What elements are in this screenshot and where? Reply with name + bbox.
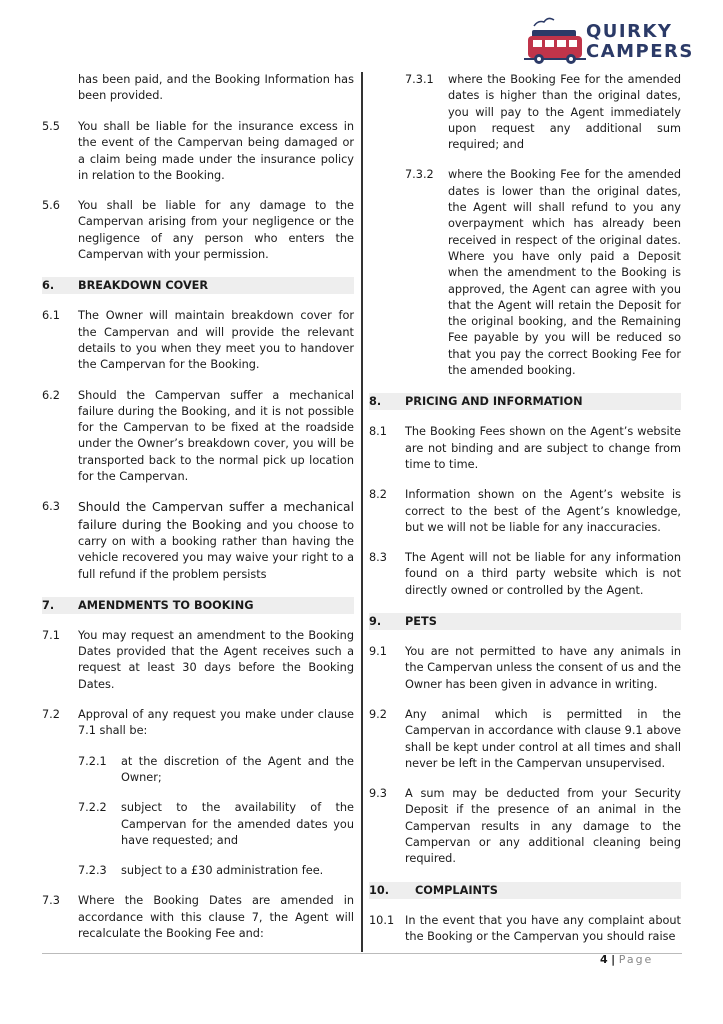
clause-text: subject to a £30 administration fee. [121,864,324,878]
clause-8-1 [369,424,681,473]
clause-text: The Owner will maintain breakdown cover for the Campervan and will provide the relevant details to you when they meet you to handover the Campervan for the Booking. [78,309,354,372]
page-footer [600,953,653,966]
clause-continuation [42,72,354,105]
clause-number: 7.2.1 [78,754,107,768]
logo-line-2: CAMPERS [586,41,694,62]
section-heading-8 [369,393,681,410]
clause-6-2 [42,388,354,486]
logo-wordmark [586,22,694,62]
clause-8-2 [369,487,681,536]
clause-text: You may request an amendment to the Booking Dates provided that the Agent receives such a request at least 30 days before the Booking Dates. [78,628,354,691]
clause-7-2 [42,707,354,740]
clause-number: 8.2 [369,488,387,502]
page-number: 4 [600,953,608,966]
clause-number: 8.1 [369,425,387,439]
right-column [369,72,681,945]
clause-number: 7.3 [42,894,60,908]
clause-9-1 [369,644,681,693]
clause-7-2-3 [42,863,354,879]
clause-9-3 [369,786,681,867]
clause-7-3-1 [369,72,681,153]
clause-text-emphasis: Should the Campervan suffer a mechanical failure during the Booking [78,500,354,532]
clause-text: subject to the availability of the Campervan for the amended dates you have requested; and [121,801,354,847]
clause-9-2 [369,707,681,772]
clause-number: 7.1 [42,628,60,642]
clause-number: 6.2 [42,388,60,402]
clause-10-1 [369,913,681,945]
clause-text: You are not permitted to have any animals in the Campervan unless the consent of us and the Owner has been given in advance in writing. [405,645,681,691]
clause-number: 9.2 [369,707,387,721]
clause-7-1 [42,628,354,693]
clause-number: 5.5 [42,120,60,133]
clause-7-2-1 [42,754,354,787]
section-heading-9 [369,613,681,630]
clause-number: 8.3 [369,551,387,565]
clause-number: 7.2 [42,708,60,722]
clause-text: You shall be liable for any damage to the Campervan arising from your negligence or the negligence of any person who enters the Campervan with your permission. [78,199,354,262]
section-title: PRICING AND INFORMATION [405,395,583,409]
clause-number: 7.2.2 [78,801,107,815]
section-heading-10 [369,882,681,899]
clause-number: 10.1 [369,913,395,927]
clause-text: Should the Campervan suffer a mechanical failure during the Booking, and it is not possible for the Campervan to be fixed at the roadside under the Owner’s breakdown cover, you will be transported back to the normal pick up location for the Campervan. [78,388,354,484]
clause-6-3 [42,499,354,582]
section-title: AMENDMENTS TO BOOKING [78,598,254,612]
clause-text: A sum may be deducted from your Security Deposit if the presence of an animal in the Campervan results in any damage to the Campervan or any additional cleaning being required. [405,787,681,866]
section-number: 8. [369,395,382,409]
clause-text: You shall be liable for the insurance excess in the event of the Campervan being damaged or a claim being made under the insurance policy in relation to the Booking. [78,120,354,182]
left-column [42,72,354,942]
clause-7-3 [42,893,354,942]
clause-number: 6.1 [42,309,60,323]
clause-text: and you choose to carry on with a booking rather than having the vehicle recovered you may waive your right to a full refund if the problem persists [78,518,354,581]
footer-rule [42,953,682,954]
clause-number: 9.1 [369,645,387,659]
clause-text: Approval of any request you make under clause 7.1 shall be: [78,708,354,738]
clause-text: Where the Booking Dates are amended in accordance with this clause 7, the Agent will recalculate the Booking Fee and: [78,894,354,940]
clause-number: 5.6 [42,199,60,213]
clause-number: 7.2.3 [78,864,107,878]
section-heading-7 [42,597,354,614]
clause-number: 6.3 [42,500,60,514]
clause-text: Information shown on the Agent’s website is correct to the best of the Agent’s knowledge, but we will not be liable for any inaccuracies. [405,488,681,534]
clause-number: 9.3 [369,787,387,801]
clause-5-6 [42,198,354,263]
section-heading-6 [42,277,354,294]
clause-text: The Agent will not be liable for any information found on a third party website which is not directly owned or controlled by the Agent. [405,551,681,597]
clause-text: has been paid, and the Booking Information has been provided. [78,73,354,103]
clause-7-2-2 [42,800,354,849]
clause-text: at the discretion of the Agent and the Owner; [121,754,354,784]
section-title: BREAKDOWN COVER [78,279,209,293]
clause-7-3-2 [369,167,681,379]
clause-text: In the event that you have any complaint about the Booking or the Campervan you should raise [405,913,681,943]
clause-number: 7.3.2 [405,168,434,182]
section-number: 9. [369,615,382,629]
section-title: COMPLAINTS [415,883,498,897]
clause-8-3 [369,550,681,599]
section-number: 7. [42,598,55,612]
section-title: PETS [405,615,437,629]
clause-text: The Booking Fees shown on the Agent’s website are not binding and are subject to change from time to time. [405,425,681,471]
section-number: 6. [42,279,55,293]
clause-text: where the Booking Fee for the amended dates is higher than the original dates, you will pay to the Agent immediately upon request any additional sum required; and [448,73,681,152]
clause-6-1 [42,308,354,373]
section-number: 10. [369,883,390,897]
column-divider [361,72,363,952]
clause-text: Any animal which is permitted in the Campervan in accordance with clause 9.1 above shall be kept under control at all times and shall never be left in the Campervan unsupervised. [405,707,681,770]
footer-separator: | [611,953,616,966]
clause-text: where the Booking Fee for the amended dates is lower than the original dates, the Agent will shall refund to you any overpayment which has already been received in respect of the original dates. Where you have only paid a Deposit when the amendment to the Booking is approved, the Agent can agree with you that the Agent will retain the Deposit for the original booking, and the Remaining Fee payable by you will be reduced so that you pay the correct Booking Fee for the amended booking. [448,168,681,378]
logo-line-1: QUIRKY [586,21,673,42]
page-label: Page [618,953,654,966]
clause-number: 7.3.1 [405,73,434,86]
clause-5-5 [42,119,354,184]
